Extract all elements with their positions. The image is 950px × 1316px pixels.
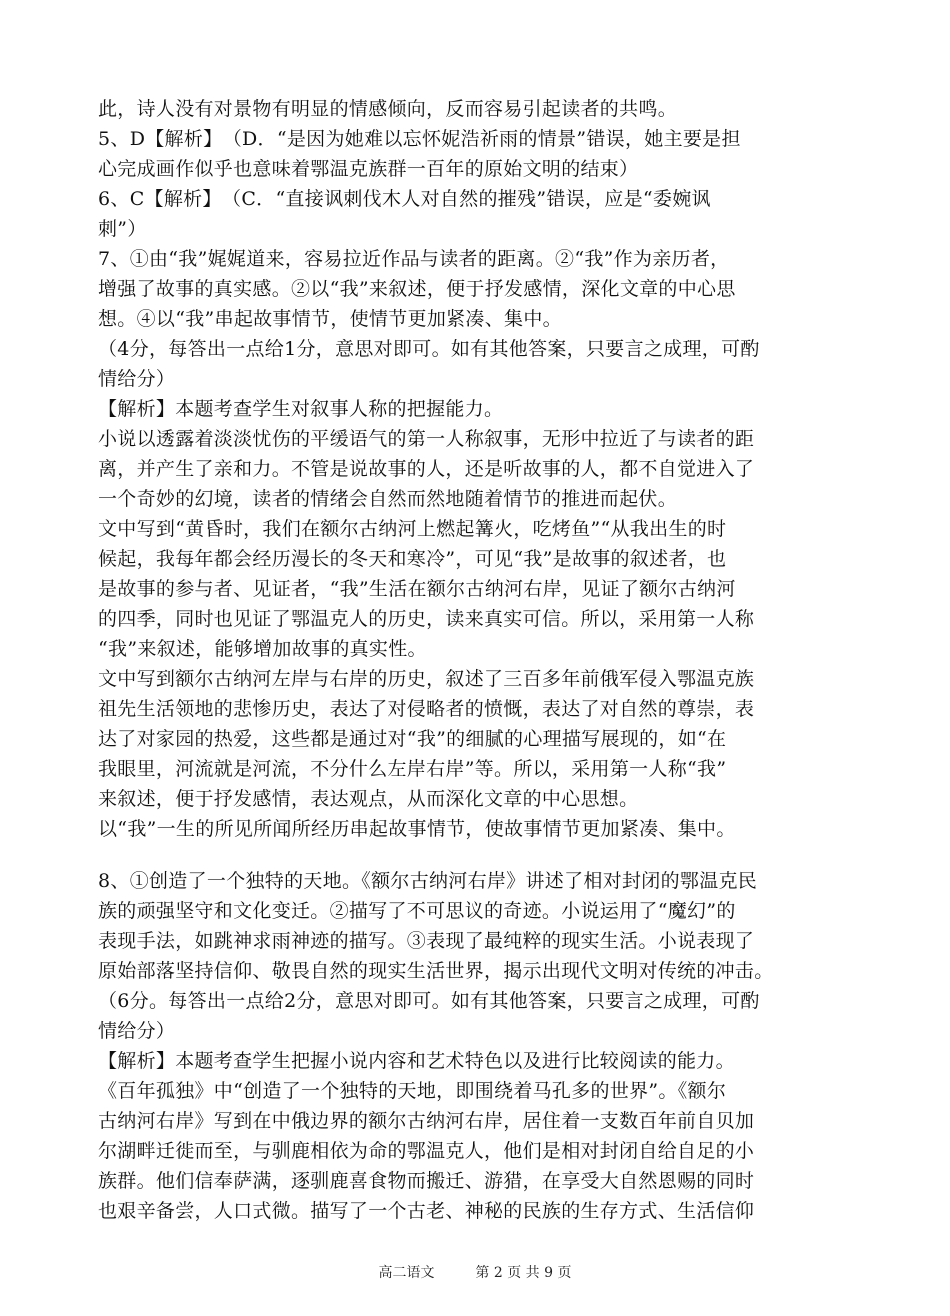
text-line: 表现手法，如跳神求雨神迹的描写。③表现了最纯粹的现实生活。小说表现了 <box>98 930 755 952</box>
text-line: 7、①由“我”娓娓道来，容易拉近作品与读者的距离。②“我”作为亲历者， <box>98 248 730 270</box>
document-body <box>98 94 858 1226</box>
text-line: 文中写到额尔古纳河左岸与右岸的历史，叙述了三百多年前俄军侵入鄂温克族 <box>98 668 755 690</box>
paragraph-gap <box>98 844 858 866</box>
text-line: 刺”） <box>98 218 147 240</box>
text-line: 【解析】本题考查学生对叙事人称的把握能力。 <box>98 398 504 420</box>
text-line: 想。④以“我”串起故事情节，使情节更加紧凑、集中。 <box>98 308 562 330</box>
text-line: 是故事的参与者、见证者，“我”生活在额尔古纳河右岸，见证了额尔古纳河 <box>98 578 736 600</box>
text-line: “我”来叙述，能够增加故事的真实性。 <box>98 638 427 660</box>
text-line: 的四季，同时也见证了鄂温克人的历史，读来真实可信。所以，采用第一人称 <box>98 608 755 630</box>
footer-subject: 高二语文 <box>378 1265 435 1281</box>
text-line: 一个奇妙的幻境，读者的情绪会自然而然地随着情节的推进而起伏。 <box>98 488 678 510</box>
text-line: 祖先生活领地的悲惨历史，表达了对侵略者的愤慨，表达了对自然的尊崇，表 <box>98 698 755 720</box>
text-line: 5、D【解析】 （D．“是因为她难以忘怀妮浩祈雨的情景”错误，她主要是担 <box>98 128 741 150</box>
text-line: 8、①创造了一个独特的天地。《额尔古纳河右岸》讲述了相对封闭的鄂温克民 <box>98 870 758 892</box>
text-line: 古纳河右岸》写到在中俄边界的额尔古纳河右岸，居住着一支数百年前自贝加 <box>98 1110 755 1132</box>
text-line: 离，并产生了亲和力。不管是说故事的人，还是听故事的人，都不自觉进入了 <box>98 458 755 480</box>
page-footer <box>0 1262 950 1282</box>
text-line: 族群。他们信奉萨满，逐驯鹿喜食物而搬迁、游猎，在享受大自然恩赐的同时 <box>98 1170 755 1192</box>
text-line: 此，诗人没有对景物有明显的情感倾向，反而容易引起读者的共鸣。 <box>98 98 678 120</box>
text-line: 增强了故事的真实感。②以“我”来叙述，便于抒发感情，深化文章的中心思 <box>98 278 736 300</box>
text-line: 族的顽强坚守和文化变迁。②描写了不可思议的奇迹。小说运用了“魔幻”的 <box>98 900 736 922</box>
text-line: 我眼里，河流就是河流，不分什么左岸右岸”等。所以，采用第一人称“我” <box>98 758 727 780</box>
text-line: 【解析】本题考查学生把握小说内容和艺术特色以及进行比较阅读的能力。 <box>98 1050 735 1072</box>
text-line: 《百年孤独》中“创造了一个独特的天地，即围绕着马孔多的世界”。《额尔 <box>98 1080 727 1102</box>
text-line: （6分。每答出一点给2分，意思对即可。如有其他答案，只要言之成理，可酌 <box>98 990 760 1012</box>
text-line: 来叙述，便于抒发感情，表达观点，从而深化文章的中心思想。 <box>98 788 639 810</box>
text-line: 尔湖畔迁徙而至，与驯鹿相依为命的鄂温克人，他们是相对封闭自给自足的小 <box>98 1140 755 1162</box>
text-line: 候起，我每年都会经历漫长的冬天和寒冷”，可见“我”是故事的叙述者，也 <box>98 548 727 570</box>
answer-block-8 <box>98 866 858 1226</box>
answer-block-5-7 <box>98 94 858 844</box>
text-line: 情给分） <box>98 1020 176 1042</box>
text-line: （4分，每答出一点给1分，意思对即可。如有其他答案，只要言之成理，可酌 <box>98 338 760 360</box>
text-line: 也艰辛备尝，人口式微。描写了一个古老、神秘的民族的生存方式、生活信仰 <box>98 1200 755 1222</box>
text-line: 6、C【解析】 （C．“直接讽刺伐木人对自然的摧残”错误，应是“委婉讽 <box>98 188 711 210</box>
text-line: 原始部落坚持信仰、敬畏自然的现实生活世界，揭示出现代文明对传统的冲击。 <box>98 960 774 982</box>
text-line: 文中写到“黄昏时，我们在额尔古纳河上燃起篝火，吃烤鱼”“从我出生的时 <box>98 518 727 540</box>
text-line: 情给分） <box>98 368 176 390</box>
text-line: 小说以透露着淡淡忧伤的平缓语气的第一人称叙事，无形中拉近了与读者的距 <box>98 428 755 450</box>
text-line: 心完成画作似乎也意味着鄂温克族群一百年的原始文明的结束） <box>98 158 639 180</box>
footer-page-number: 第 2 页 共 9 页 <box>475 1265 572 1281</box>
text-line: 以“我”一生的所见所闻所经历串起故事情节，使故事情节更加紧凑、集中。 <box>98 818 736 840</box>
text-line: 达了对家园的热爱，这些都是通过对“我”的细腻的心理描写展现的，如“在 <box>98 728 727 750</box>
